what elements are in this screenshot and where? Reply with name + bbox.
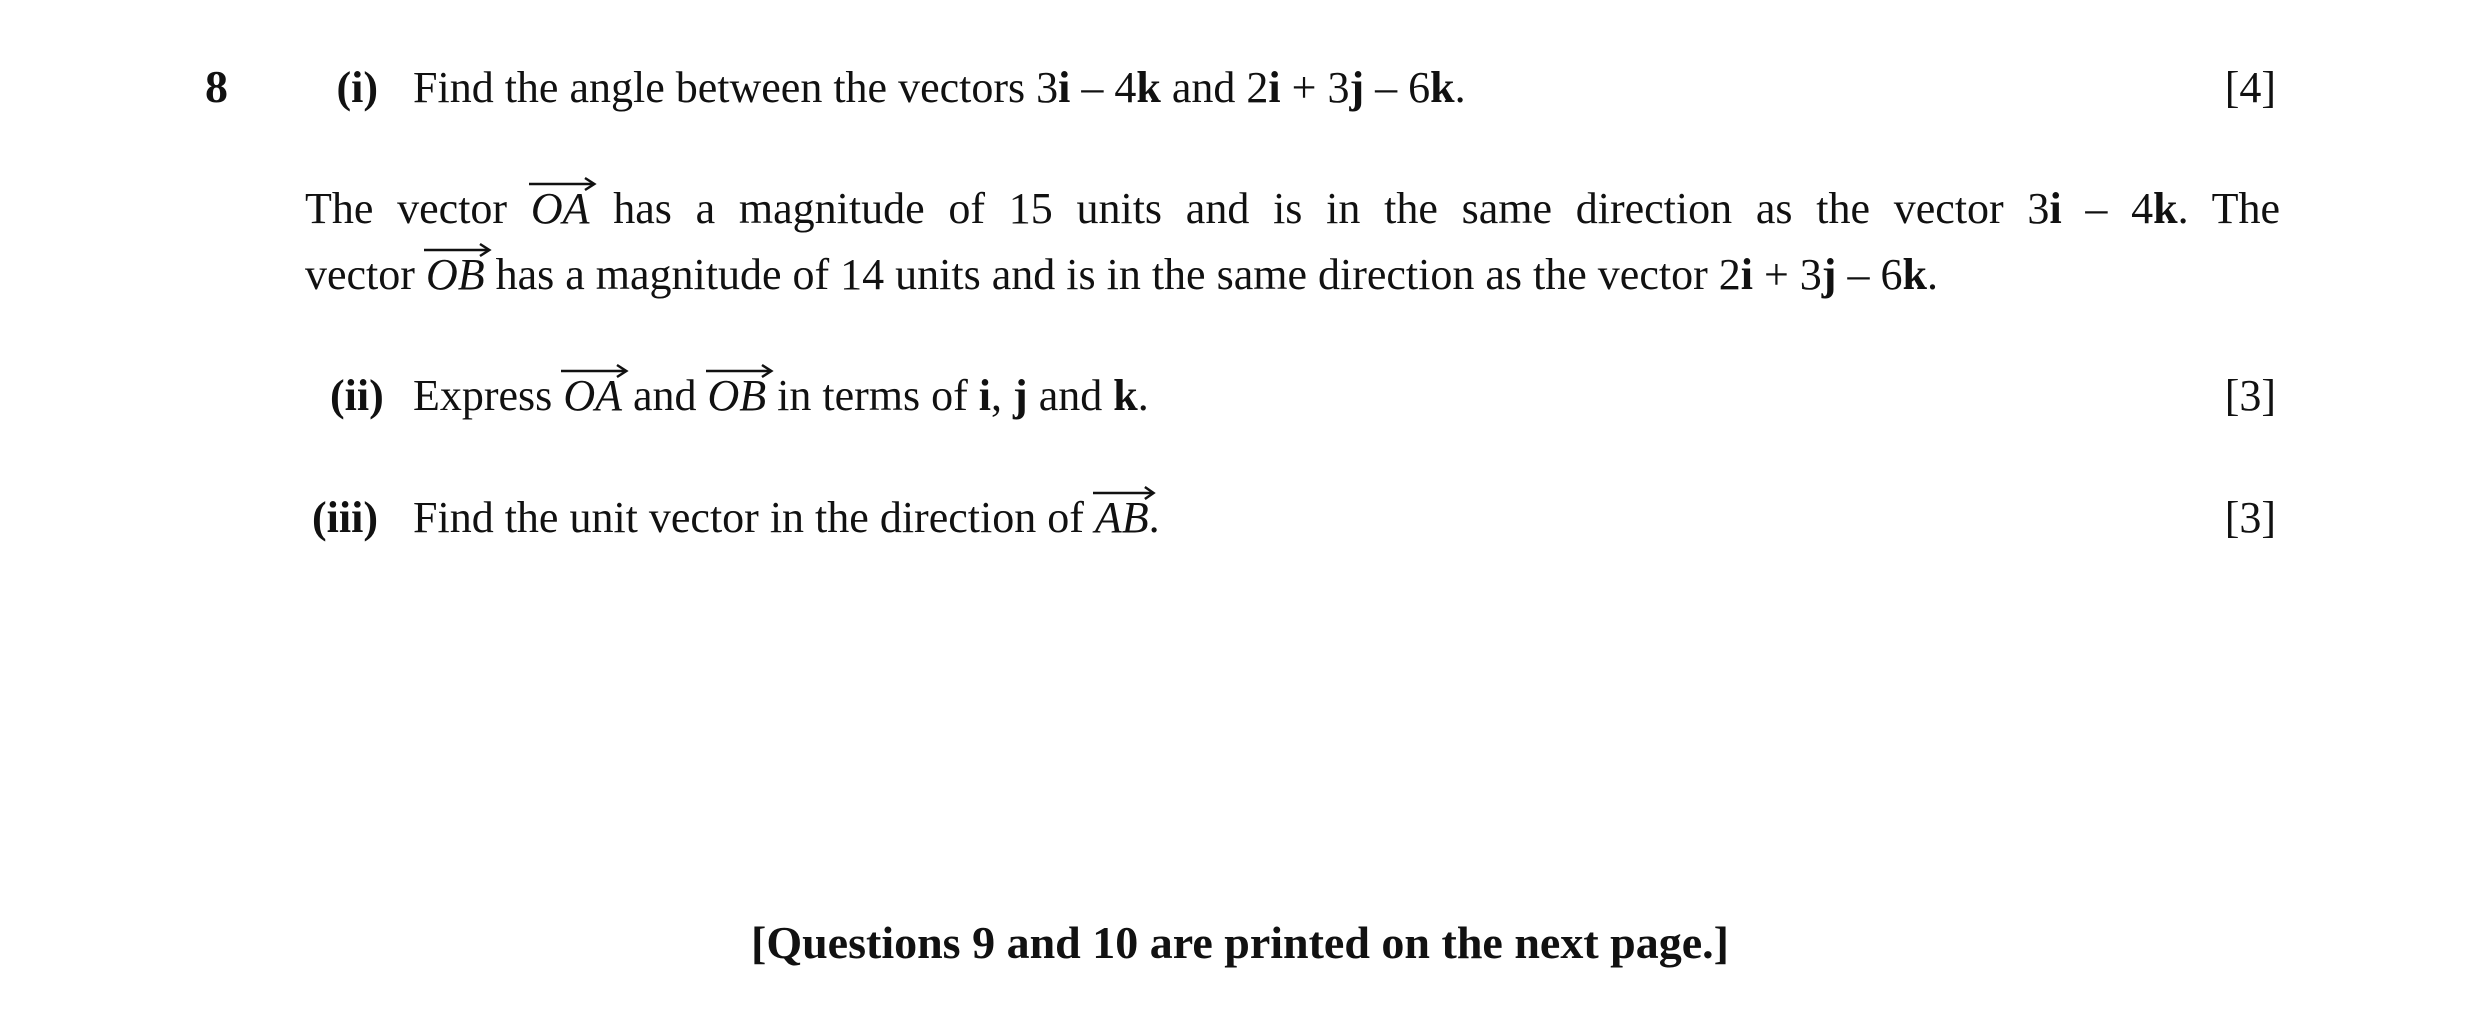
- part-iii-marks: [3]: [2224, 493, 2276, 542]
- part-i-marks: [4]: [2224, 63, 2276, 112]
- vector-AB: AB: [1095, 496, 1149, 540]
- vector-arrow-icon: [529, 177, 596, 191]
- vector-OB: OB: [426, 253, 485, 297]
- vector-OA: OA: [563, 374, 622, 418]
- vector-arrow-icon: [561, 364, 628, 378]
- next-page-note: [Questions 9 and 10 are printed on the next page.]: [751, 917, 1729, 968]
- part-ii-marks: [3]: [2224, 371, 2276, 420]
- part-ii-text: Express OA and OB in terms of i, j and k.: [413, 371, 1149, 420]
- part-ii-label: (ii): [330, 371, 384, 420]
- part-i-label: (i): [336, 63, 378, 112]
- stem-line-1: The vector OA has a magnitude of 15 units and is in the same direction as the vector 3i – 4k. The: [305, 187, 2280, 231]
- part-iii: [312, 493, 1160, 542]
- vector-OA: OA: [531, 187, 590, 231]
- vector-arrow-icon: [706, 364, 773, 378]
- part-iii-text: Find the unit vector in the direction of AB.: [413, 493, 1160, 542]
- part-i: [330, 63, 1466, 112]
- part-i-text: Find the angle between the vectors 3i – 4k and 2i + 3j – 6k.: [413, 63, 1466, 112]
- vector-OB: OB: [708, 374, 767, 418]
- vector-arrow-icon: [1093, 486, 1155, 500]
- stem-line-2: vector OB has a magnitude of 14 units and is in the same direction as the vector 2i + 3j – 6k.: [305, 253, 1938, 297]
- question-number: 8: [205, 61, 228, 112]
- part-iii-label: (iii): [312, 493, 378, 542]
- part-ii: [330, 371, 1149, 420]
- vector-arrow-icon: [424, 243, 491, 257]
